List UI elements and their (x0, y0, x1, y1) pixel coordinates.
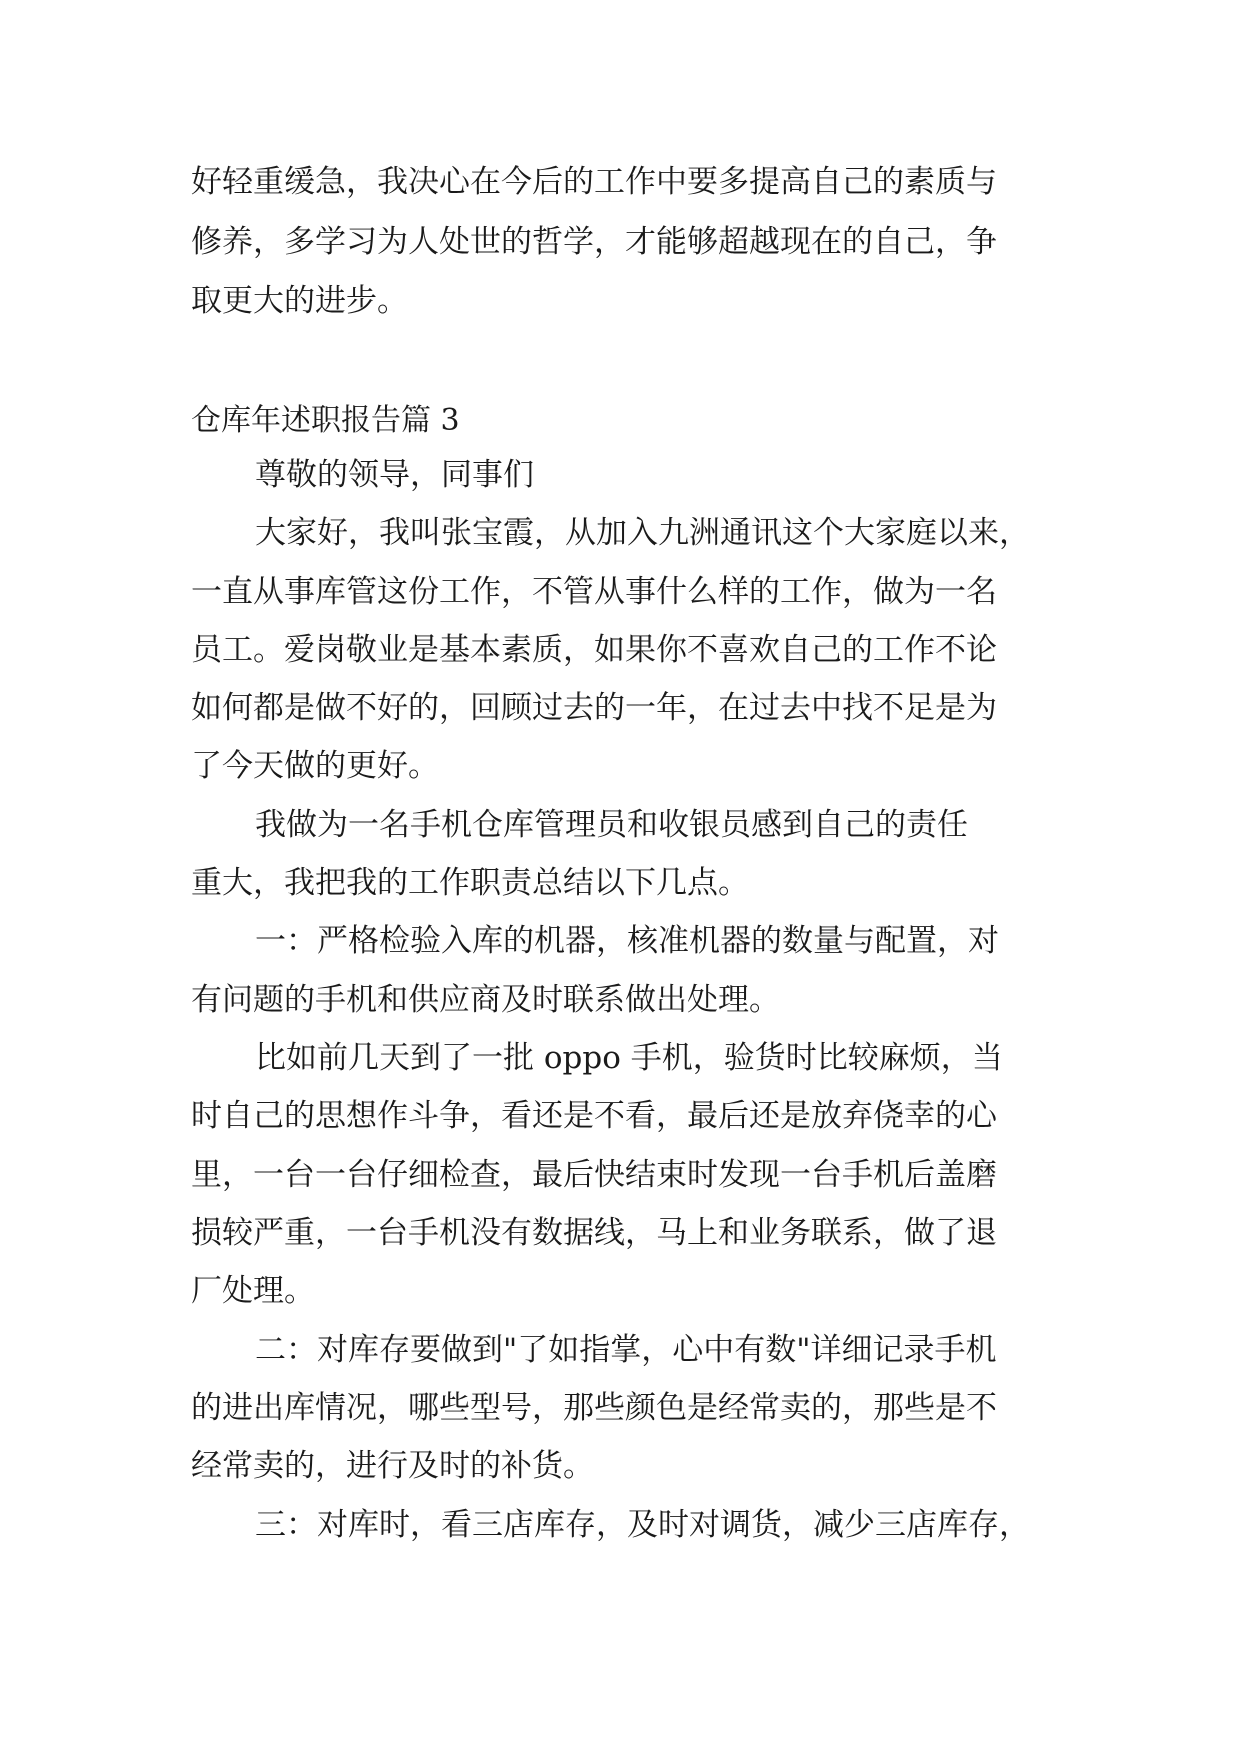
text-line-p3-2: 有问题的手机和供应商及时联系做出处理。 (191, 982, 780, 1018)
text-line-p4-1: 比如前几天到了一批 oppo 手机，验货时比较麻烦，当 (255, 1040, 1003, 1076)
text-line-3: 取更大的进步。 (191, 283, 408, 319)
text-line-p2-2: 重大，我把我的工作职责总结以下几点。 (191, 865, 749, 901)
text-line-p6-1: 三：对库时，看三店库存，及时对调货，减少三店库存， (255, 1507, 1030, 1543)
text-line-p1-3: 员工。爱岗敬业是基本素质，如果你不喜欢自己的工作不论 (191, 632, 997, 668)
text-line-p2-1: 我做为一名手机仓库管理员和收银员感到自己的责任 (255, 807, 968, 843)
text-line-p5-3: 经常卖的，进行及时的补货。 (191, 1448, 594, 1484)
text-line-p4-3: 里，一台一台仔细检查，最后快结束时发现一台手机后盖磨 (191, 1157, 997, 1193)
text-line-p1-1: 大家好，我叫张宝霞，从加入九洲通讯这个大家庭以来， (255, 515, 1030, 551)
text-line-p4-5: 厂处理。 (191, 1273, 315, 1309)
text-line-p5-1: 二：对库存要做到"了如指掌，心中有数"详细记录手机 (255, 1332, 997, 1368)
text-line-2: 修养，多学习为人处世的哲学，才能够超越现在的自己，争 (191, 224, 997, 260)
section-heading: 仓库年述职报告篇 3 (191, 403, 460, 438)
text-line-p1-4: 如何都是做不好的，回顾过去的一年，在过去中找不足是为 (191, 690, 997, 726)
text-line-p1-5: 了今天做的更好。 (191, 748, 439, 784)
text-line-p3-1: 一：严格检验入库的机器，核准机器的数量与配置，对 (255, 923, 999, 959)
salutation: 尊敬的领导，同事们 (255, 457, 534, 493)
text-line-p5-2: 的进出库情况，哪些型号，那些颜色是经常卖的，那些是不 (191, 1390, 997, 1426)
text-line-p4-2: 时自己的思想作斗争，看还是不看，最后还是放弃侥幸的心 (191, 1098, 997, 1134)
text-line-p4-4: 损较严重，一台手机没有数据线，马上和业务联系，做了退 (191, 1215, 997, 1251)
text-line-p1-2: 一直从事库管这份工作，不管从事什么样的工作，做为一名 (191, 574, 997, 610)
text-line-1: 好轻重缓急，我决心在今后的工作中要多提高自己的素质与 (191, 164, 997, 200)
